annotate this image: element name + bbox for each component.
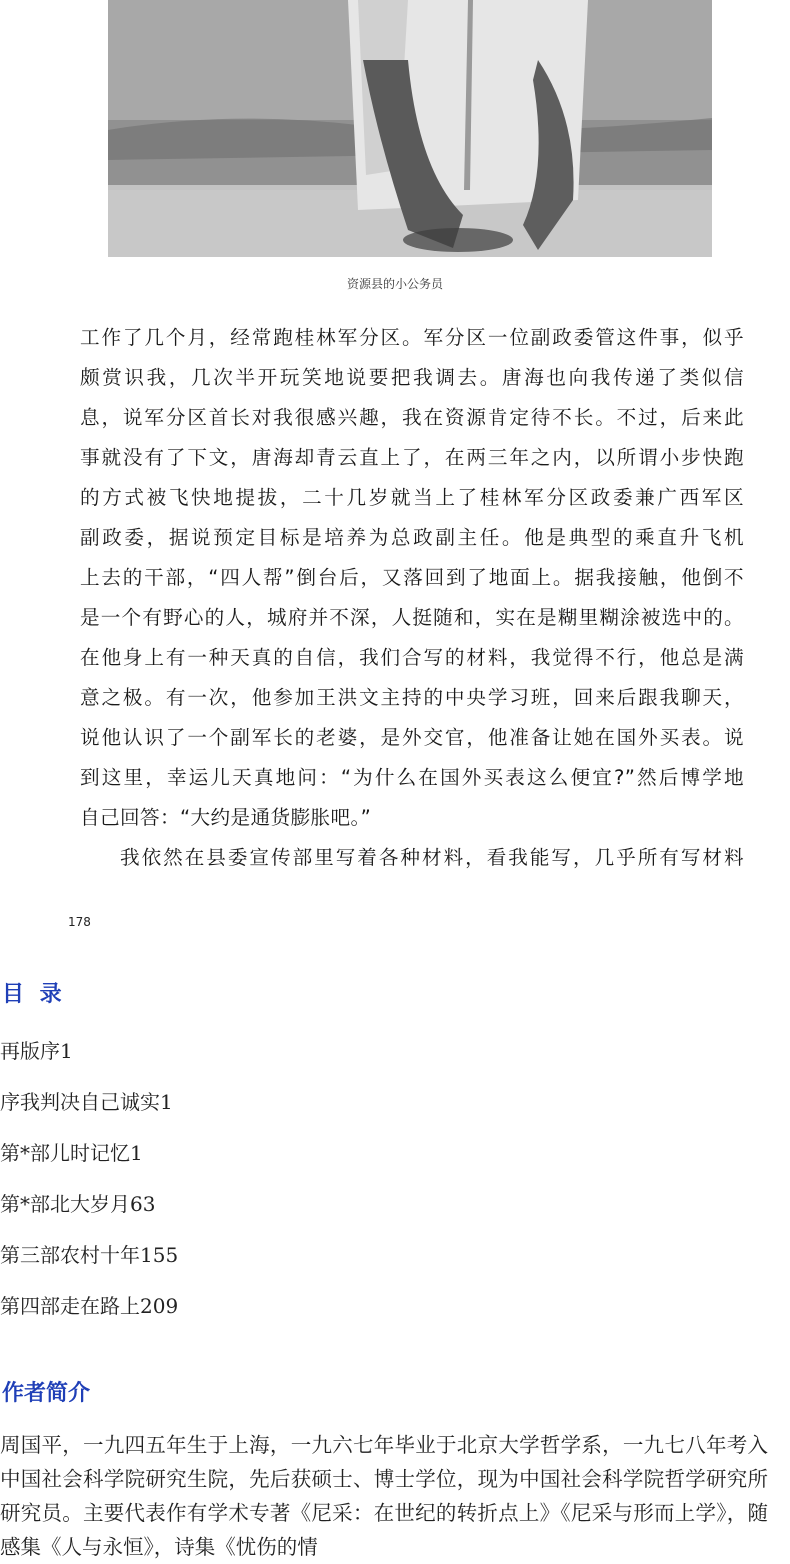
toc-item[interactable]: 第四部走在路上209 bbox=[0, 1294, 179, 1318]
toc-item[interactable]: 第三部农村十年155 bbox=[0, 1243, 179, 1267]
toc-heading: 目 录 bbox=[2, 982, 66, 1007]
page-number: 178 bbox=[68, 915, 91, 929]
toc-item[interactable]: 第*部儿时记忆1 bbox=[0, 1141, 143, 1165]
toc-item[interactable]: 第*部北大岁月63 bbox=[0, 1192, 156, 1216]
scan-line: 副政委，据说预定目标是培养为总政副主任。他是典型的乘直升飞机 bbox=[80, 526, 744, 549]
scan-line: 是一个有野心的人，城府并不深，人挺随和，实在是糊里糊涂被选中的。 bbox=[80, 606, 744, 629]
scan-line: 自己回答：“大约是通货膨胀吧。” bbox=[80, 806, 372, 829]
scan-line: 上去的干部，“四人帮”倒台后，又落回到了地面上。据我接触，他倒不 bbox=[80, 566, 744, 589]
author-bio: 周国平，一九四五年生于上海，一九六七年毕业于北京大学哲学系，一九七八年考入中国社会科学院研究生院，先后获硕士、博士学位，现为中国社会科学院哲学研究所研究员。主要代表作有学术专著《尼采：在世纪的转折点上》《尼采与形而上学》，随感集《人与永恒》，诗集《忧伤的情 bbox=[0, 1433, 768, 1559]
toc-item[interactable]: 序我判决自己诚实1 bbox=[0, 1090, 173, 1114]
scan-line: 颇赏识我，几次半开玩笑地说要把我调去。唐海也向我传递了类似信 bbox=[80, 366, 744, 389]
scanned-page-text bbox=[80, 318, 744, 878]
scan-line: 说他认识了一个副军长的老婆，是外交官，他准备让她在国外买表。说 bbox=[80, 726, 744, 749]
photo-image bbox=[108, 0, 712, 257]
scan-line: 在他身上有一种天真的自信，我们合写的材料，我觉得不行，他总是满 bbox=[80, 646, 744, 669]
scan-line: 的方式被飞快地提拔，二十几岁就当上了桂林军分区政委兼广西军区 bbox=[80, 486, 744, 509]
author-heading: 作者简介 bbox=[2, 1381, 91, 1406]
scan-line: 工作了几个月，经常跑桂林军分区。军分区一位副政委管这件事，似乎 bbox=[80, 326, 744, 349]
scan-line: 到这里，幸运儿天真地问：“为什么在国外买表这么便宜?”然后博学地 bbox=[80, 766, 744, 789]
scan-line: 意之极。有一次，他参加王洪文主持的中央学习班，回来后跟我聊天， bbox=[80, 686, 744, 709]
scan-line: 息，说军分区首长对我很感兴趣，我在资源肯定待不长。不过，后来此 bbox=[80, 406, 744, 429]
photo-illustration bbox=[108, 0, 712, 257]
toc-list bbox=[0, 1026, 178, 1332]
scan-line: 我依然在县委宣传部里写着各种材料，看我能写，几乎所有写材料 bbox=[120, 846, 744, 869]
toc-item[interactable]: 再版序1 bbox=[0, 1039, 73, 1063]
scan-line: 事就没有了下文，唐海却青云直上了，在两三年之内，以所谓小步快跑 bbox=[80, 446, 744, 469]
photo-caption: 资源县的小公务员 bbox=[346, 277, 443, 291]
